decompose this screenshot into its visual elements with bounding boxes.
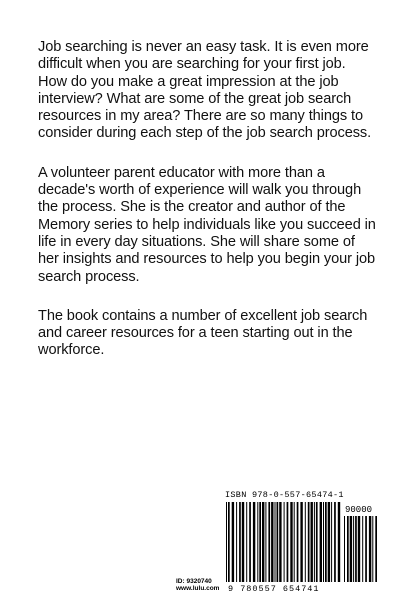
barcode-bar — [358, 516, 360, 582]
barcode-bar — [284, 502, 285, 582]
barcode-bar — [268, 502, 270, 582]
barcode-bar — [294, 502, 295, 582]
barcode-bar — [372, 516, 373, 582]
barcode-bar — [242, 502, 244, 582]
barcode-bar — [331, 502, 332, 582]
barcode-bar — [271, 502, 273, 582]
barcode-bar — [253, 502, 255, 582]
blurb-paragraph-3: The book contains a number of excellent job search and career resources for a teen starting out in the workforce. — [38, 307, 368, 359]
barcode-bar — [305, 502, 306, 582]
barcode-bar — [334, 502, 336, 582]
barcode-bar — [344, 516, 345, 582]
barcode-bar — [257, 502, 258, 582]
barcode-bar — [365, 516, 367, 582]
barcode-bar — [323, 502, 324, 582]
barcode-bar — [350, 516, 352, 582]
barcode-bar — [228, 502, 230, 582]
barcode-bar — [362, 516, 363, 582]
barcode-bar — [353, 516, 354, 582]
barcode-bar — [311, 502, 313, 582]
barcode-bar — [232, 502, 234, 582]
barcode-bar — [275, 502, 276, 582]
barcode-bar — [369, 516, 371, 582]
ean-bars — [226, 502, 340, 582]
barcode-bar — [290, 502, 292, 582]
barcode-bar — [328, 502, 330, 582]
barcode-bar — [246, 502, 247, 582]
barcode-bar — [262, 502, 264, 582]
barcode-bar — [259, 502, 261, 582]
barcode-bar — [308, 502, 310, 582]
barcode-bar — [249, 502, 251, 582]
ean-digits: 9 780557 654741 — [228, 584, 320, 594]
barcode-bar — [236, 502, 237, 582]
barcode-bar — [320, 502, 322, 582]
barcode-bar — [277, 502, 279, 582]
barcode-bar — [226, 502, 227, 582]
barcode-bar — [265, 502, 266, 582]
barcode-bar — [239, 502, 241, 582]
barcode-bar — [287, 502, 289, 582]
blurb-paragraph-1: Job searching is never an easy task. It is even more difficult when you are searching for your first job. How do you make a great impression at the job interview? What are some of the great job search resources in my area? There are so many things to consider during each step of the job search process. — [38, 39, 372, 142]
barcode-bar — [325, 502, 327, 582]
barcode-bar — [316, 502, 318, 582]
barcode-bar — [297, 502, 299, 582]
blurb-paragraph-2: A volunteer parent educator with more than a decade's worth of experience will walk you through the process. She is the creator and author of the Memory series to help individuals like you succeed in life in every day situations. She will share some of her insights and resources to help you begin your job search process. — [38, 164, 376, 285]
barcode-bar — [300, 502, 302, 582]
publisher-url: www.lulu.com — [176, 585, 220, 592]
barcode-bar — [279, 502, 281, 582]
barcode-bar — [338, 502, 340, 582]
barcode-bar — [347, 516, 349, 582]
barcode-bar — [355, 516, 357, 582]
isbn-label: ISBN 978-0-557-65474-1 — [225, 490, 344, 500]
addon-bars — [344, 516, 377, 582]
publisher-id: ID: 9320740 — [176, 578, 212, 585]
price-addon-digits: 90000 — [345, 505, 373, 515]
barcode-bar — [375, 516, 377, 582]
barcode-bar — [314, 502, 315, 582]
